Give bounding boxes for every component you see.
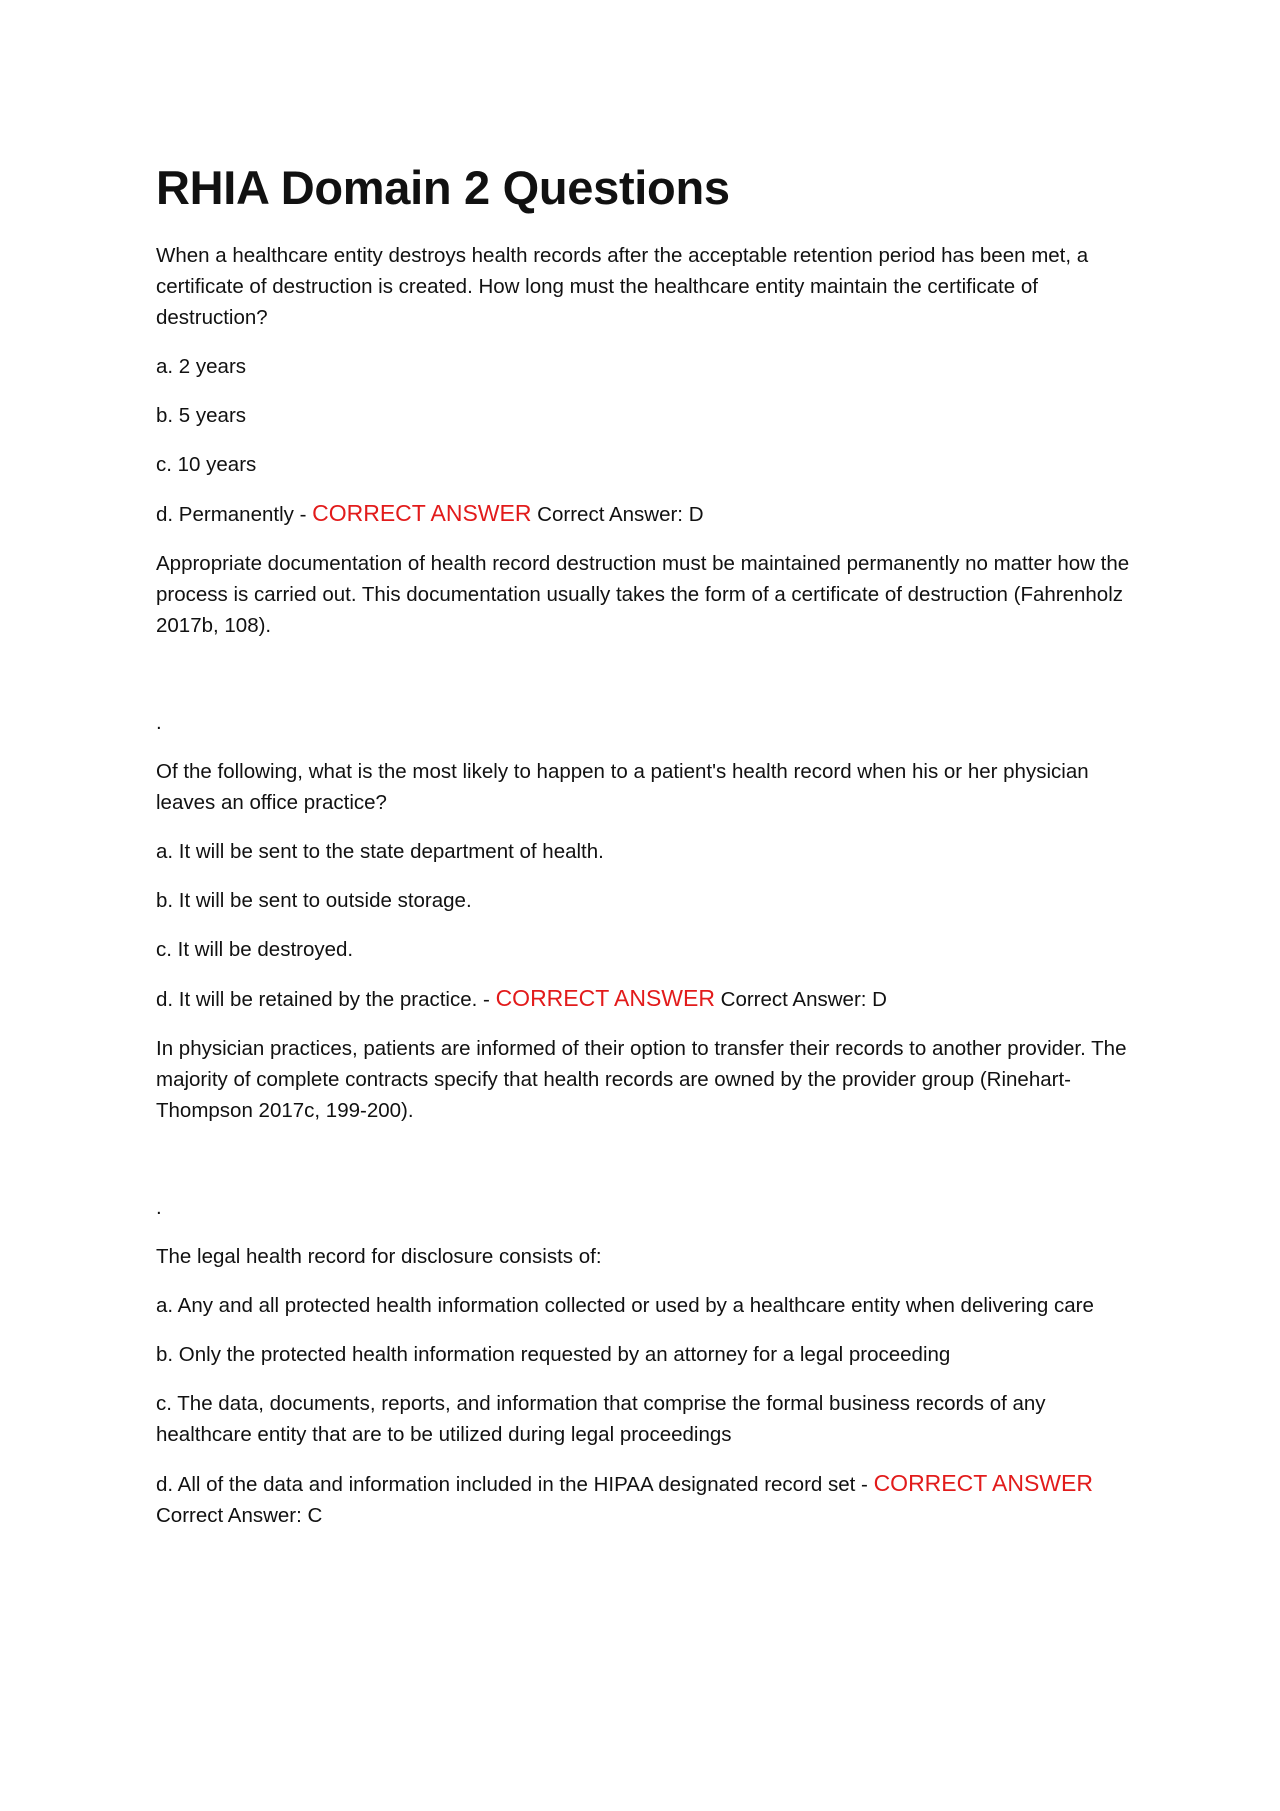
option-c: c. The data, documents, reports, and information that comprise the formal business records of any healthcare entity that are to be utilized during legal proceedings <box>156 1392 1046 1447</box>
option-d-text: d. It will be retained by the practice. - <box>156 988 496 1012</box>
explanation-text: In physician practices, patients are informed of their option to transfer their records to another provider. The majority of complete contracts specify that health records are owned by the provider group (Rinehart-Thompson 2017c, 199-200). <box>156 1037 1127 1123</box>
page-title: RHIA Domain 2 Questions <box>156 161 730 214</box>
question-block <box>156 756 1136 1223</box>
correct-answer-text: Correct Answer: C <box>156 1504 323 1528</box>
option-b: b. It will be sent to outside storage. <box>156 889 472 913</box>
option-d <box>156 498 1136 530</box>
option-d-text: d. All of the data and information included in the HIPAA designated record set - <box>156 1473 874 1497</box>
separator-dot: . <box>156 711 162 735</box>
question-block <box>156 240 1136 738</box>
document-page <box>156 160 1136 1549</box>
option-d-text: d. Permanently - <box>156 503 313 527</box>
option-b: b. 5 years <box>156 404 247 428</box>
question-block <box>156 1241 1136 1531</box>
question-text: The legal health record for disclosure consists of: <box>156 1245 602 1269</box>
option-a: a. 2 years <box>156 355 247 379</box>
question-text: Of the following, what is the most likely to happen to a patient's health record when his or her physician leaves an office practice? <box>156 760 1089 815</box>
correct-answer-label: CORRECT ANSWER <box>495 985 715 1012</box>
correct-answer-label: CORRECT ANSWER <box>873 1470 1093 1497</box>
correct-answer-text: Correct Answer: D <box>714 988 887 1012</box>
option-b: b. Only the protected health information requested by an attorney for a legal proceeding <box>156 1343 951 1367</box>
explanation-text: Appropriate documentation of health record destruction must be maintained permanently no matter how the process is carried out. This documentation usually takes the form of a certificate of destruction (Fahrenholz 2017b, 108). <box>156 552 1130 638</box>
option-c: c. It will be destroyed. <box>156 938 354 962</box>
option-d <box>156 1468 1136 1531</box>
option-c: c. 10 years <box>156 453 257 477</box>
correct-answer-text: Correct Answer: D <box>531 503 704 527</box>
separator-dot: . <box>156 1196 162 1220</box>
correct-answer-label: CORRECT ANSWER <box>312 500 532 527</box>
option-a: a. It will be sent to the state department of health. <box>156 840 604 864</box>
option-a: a. Any and all protected health information collected or used by a healthcare entity when delivering care <box>156 1294 1094 1318</box>
option-d <box>156 983 1136 1015</box>
question-text: When a healthcare entity destroys health records after the acceptable retention period has been met, a certificate of destruction is created. How long must the healthcare entity maintain the certificate of destruction? <box>156 244 1089 330</box>
